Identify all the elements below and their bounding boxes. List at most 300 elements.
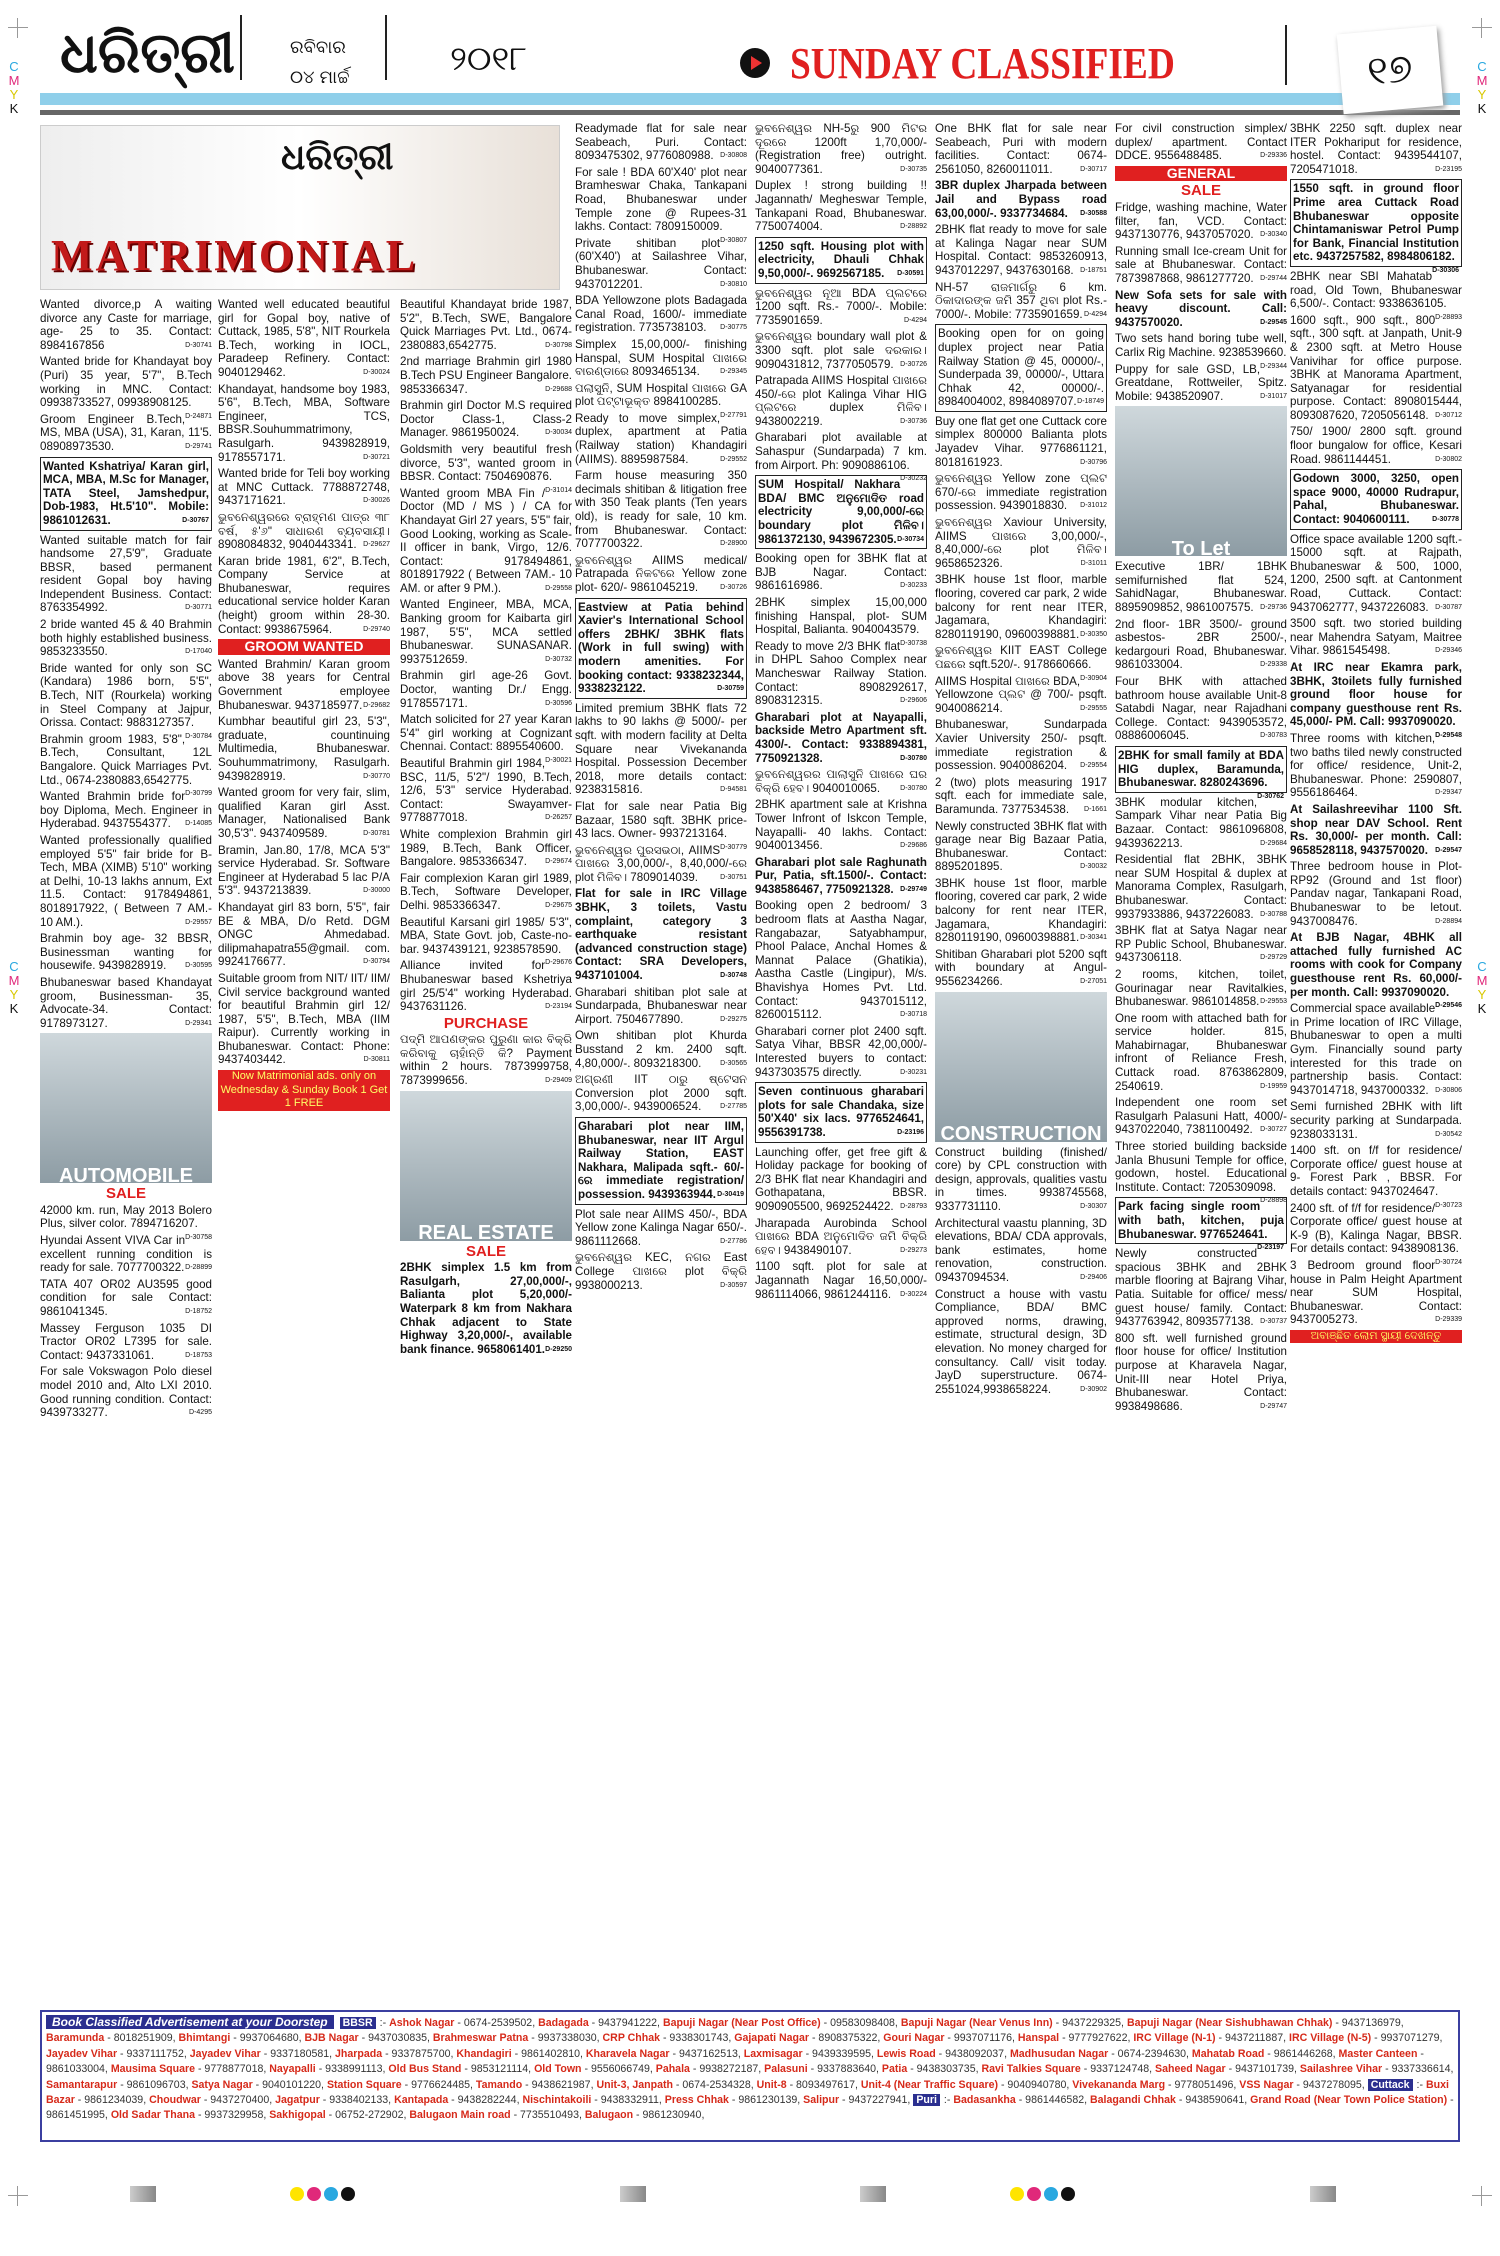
booking-place: Hanspal: [1017, 2032, 1060, 2045]
booking-phone: - 9338402133,: [319, 2094, 395, 2107]
classified-ad: [575, 598, 747, 699]
classified-ad: [755, 330, 927, 371]
gray-swatch: [1310, 2186, 1336, 2202]
ad-code: D-29675: [545, 901, 572, 909]
ad-code: D-29557: [185, 918, 212, 926]
ad-text: PURCHASE: [443, 1014, 529, 1032]
booking-phone: - 9937071279,: [1371, 2032, 1443, 2045]
registration-mark: [1472, 18, 1492, 38]
ad-text: Bramin, Jan.80, 17/8, MCA 5'3" service Hyderabad. Sr. Software Engineer at Hyderabad 5 lac P/A 5'3". 9437213839.: [218, 843, 390, 898]
ad-text: 2 rooms, kitchen, toilet, Gourinagar near Ravitalkies, Bhubaneswar. 9861014858.: [1115, 967, 1287, 1009]
ad-code: D-29344: [1260, 362, 1287, 370]
construction-image: CONSTRUCTION: [935, 992, 1107, 1142]
booking-place: Madhusudan Nagar: [1009, 2047, 1109, 2060]
ad-code: D-30735: [900, 165, 927, 173]
ad-text: SALE: [465, 1242, 506, 1260]
ad-code: D-29341: [185, 1019, 212, 1027]
ad-text: Wanted Brahmin/ Karan groom above 38 years for Central Government employee Bhubaneswar. 9437185977.: [218, 657, 390, 712]
ad-text: Booking open 2 bedroom/ 3 bedroom flats at Aastha Nagar, Rangabazar, Satyabhampur, Phool Palace, Anchal Homes & Mannat Palace (Ghatikia), Aastha Castle (Lingipur), M/s. Bhavishya Homes Pvt. Ltd. Contact: 9437015112, 8260015112.: [755, 899, 927, 1022]
classified-ad: [935, 877, 1107, 945]
classified-ad: [935, 472, 1107, 513]
ad-text: Independent one room set Rasulgarh Palasuni Hatt, 4000/- 9437022040, 7381100492.: [1115, 1096, 1287, 1137]
booking-place: Jayadev Vihar: [46, 2047, 118, 2060]
ad-code: D-18752: [185, 1308, 212, 1316]
ad-code: D-29406: [1080, 1273, 1107, 1281]
ad-text: Residential flat 2BHK, 3BHK near SUM Hospital & duplex at Manorama Complex, Rasulgarh, Bhubaneswar. Contact: 9937933886, 9437226083.: [1115, 853, 1287, 921]
ad-code: D-29546: [1435, 1002, 1462, 1010]
section-heading: [40, 1187, 212, 1201]
ad-text: ଭୁବନେଶ୍ୱର KEC, ନଗର East College ପାଖରେ plot ବିକ୍ରି 9938000213.: [575, 1251, 747, 1292]
booking-phone: - 9861230139,: [728, 2094, 804, 2107]
classified-ad: [218, 511, 390, 552]
booking-place: Laxmisagar: [743, 2047, 803, 2060]
ad-text: 2400 sft. of f/f for residence/ Corporate office/ guest house at K-9 (B), Kalinga Nagar, BBSR. For details contact: 9438908136.: [1290, 1201, 1462, 1256]
classified-column: [575, 122, 747, 1295]
ad-code: D-23195: [1435, 165, 1462, 173]
ad-text: Khandayat girl 83 born, 5'5", fair BE & MBA, D/o Retd. DGM ONGC Ahmedabad. dilipmahapatra55@gmail. com. 9924176677.: [218, 900, 390, 969]
classified-ad: [218, 715, 390, 783]
ad-code: D-30718: [900, 1011, 927, 1019]
classified-ad: [40, 1365, 212, 1419]
ad-code: D-30737: [1260, 1318, 1287, 1326]
ad-code: D-30788: [1260, 910, 1287, 918]
ad-text: Gharabari shitiban plot sale at Sundarpada, Bhubaneswar near Airport. 7504677890.: [575, 985, 747, 1026]
booking-place: Ravi Talkies Square: [981, 2063, 1081, 2076]
ad-text: ଭୁବନେଶ୍ୱର boundary wall plot & 3300 sqft. plot sale ଦରକାର। 9090431812, 7377050579.: [755, 330, 927, 371]
ad-code: D-24871: [185, 412, 212, 420]
ad-code: D-29740: [363, 625, 390, 633]
booking-place: Vivekananda Marg: [1072, 2078, 1166, 2091]
ad-text: Wanted bride for Khandayat boy (Puri) 35 year, 5'7", B.Tech working in MNC. Contact: 09938733527, 09938908125.: [40, 355, 212, 410]
booking-phone: - 9337124748,: [1080, 2063, 1156, 2076]
ad-text: Seven continuous gharabari plots for sale Chandaka, size 50'X40' six lacs. 9776524641, 9556391738.: [758, 1085, 924, 1139]
ad-text: Brahmin boy age- 32 BBSR, Businessman wanting for housewife. 9439828919.: [40, 932, 212, 973]
ad-code: D-30024: [363, 368, 390, 376]
ad-text: Fridge, washing machine, Water filter, fan, VCD. Contact: 9437130776, 9437057020.: [1115, 200, 1287, 242]
classified-ad: [40, 355, 212, 420]
ad-code: D-30736: [900, 417, 927, 425]
classified-ad: [755, 1217, 927, 1258]
classified-ad: [575, 1029, 747, 1070]
ad-text: SUM Hospital/ Nakhara BDA/ BMC ଅନୁମୋଦିତ road electricity 9,00,000/-ରେ boundary plot ମିଳିବ। 9861372130, 9439672305.: [758, 478, 924, 546]
booking-place: Salipur: [803, 2094, 840, 2107]
ad-text: ଭୁବନେଶ୍ୱର ନୂଆ BDA ପ୍ଲଟରେ 1200 sqft. Rs.- 7000/-. Mobile: 7735901659.: [755, 286, 927, 327]
classified-ad: [575, 1073, 747, 1114]
booking-phone: - 0674-2539502,: [454, 2017, 539, 2029]
classified-ad: [755, 552, 927, 593]
classified-ad: [1115, 1332, 1287, 1414]
newspaper-logo: ଧରିତ୍ରୀ: [60, 20, 235, 86]
ad-text: 3BHK house 1st floor, marble flooring, covered car park, 2 wide balcony for rent near ITER, Jagamara, Khandagiri: 8280119190, 09600398881.: [935, 573, 1107, 641]
ad-text: At Sailashreevihar 1100 Sft. shop near DAV School. Rent Rs. 30,000/- per month. Call: 9658528118, 9437570020.: [1290, 802, 1462, 857]
booking-phone: - 9040940780,: [998, 2078, 1073, 2091]
ad-code: D-29547: [1435, 846, 1462, 854]
ad-code: D-18753: [185, 1351, 212, 1359]
classified-ad: [755, 711, 927, 765]
classified-ad: [575, 122, 747, 163]
ad-text: 3BHK flat at Satya Nagar near RP Public School, Bhubaneswar. 9437306118.: [1115, 924, 1287, 965]
booking-phone: - 9861402810,: [511, 2047, 586, 2060]
ad-text: Bride wanted for only son SC (Kandara) 1986 born, 5'5", B.Tech, NIT (Rourkela) working in Steel Company at Jajpur, Orissa. Contact: 9883127357.: [40, 661, 212, 730]
ad-code: D-30778: [1432, 516, 1459, 524]
classified-ad: [218, 555, 390, 637]
ad-code: D-30748: [720, 972, 747, 980]
booking-place: VSS Nagar: [1239, 2078, 1294, 2091]
ad-code: D-30726: [900, 360, 927, 368]
ad-text: For civil construction simplex/ duplex/ apartment. Contact DDCE. 9556488485.: [1115, 122, 1287, 163]
section-heading: [400, 1242, 572, 1260]
ad-code: D-29688: [545, 385, 572, 393]
ad-code: D-30732: [545, 655, 572, 663]
booking-place: Badasankha: [953, 2094, 1016, 2107]
classified-ad: [935, 223, 1107, 277]
ad-code: D-1661: [1084, 805, 1107, 813]
city-label: Puri: [913, 2094, 940, 2106]
ad-text: Puppy for sale GSD, LB, Greatdane, Rottweiler, Spitz. Mobile: 9438520907.: [1115, 362, 1287, 403]
ad-text: Commercial space available in Prime location of IRC Village, Bhubaneswar to open a multi Gym. Financially sound party interested for this trade on partnership basis. Contact: 9437014718, 9437000332.: [1290, 1002, 1462, 1097]
classified-ad: [755, 287, 927, 328]
ad-code: D-29558: [545, 584, 572, 592]
ad-code: D-23197: [1257, 1244, 1284, 1252]
ad-text: Eastview at Patia behind Xavier's International School offers 2BHK/ 3BHK flats (Work in full swing) with modern amenities. For booking contact: 9338232344, 9338232122.: [578, 600, 744, 696]
ad-text: NH-57 ରାଜମାର୍ଗରୁ 6 km. ଠିକାଦାରଙ୍କ ଜମି 357 ଥିବା plot Rs.- 7000/-. Mobile: 7735901659.: [935, 280, 1107, 321]
classified-ad: [400, 1261, 572, 1356]
ad-code: D-30596: [545, 699, 572, 707]
ad-text: For sale ! BDA 60'X40' plot near Bramheswar Chaka, Tankapani Road, Bhubaneswar under Temple zone @ Rupees-31 lakhs. Contact: 7809150009.: [575, 165, 747, 234]
ad-code: D-31014: [545, 486, 572, 494]
ad-text: Wanted Engineer, MBA, MCA, Banking groom for Kaibarta girl 1987, 5'5", MCA settled Bhubaneswar. SUNASANAR. 9937512659.: [400, 598, 572, 666]
ad-code: D-30726: [720, 584, 747, 591]
ad-code: D-29555: [1080, 704, 1107, 712]
ad-text: At IRC near Ekamra park, 3BHK, 3toilets fully furnished ground floor house for company guesthouse rent Rs. 45,000/- PM. Call: 9937090020.: [1290, 660, 1462, 729]
ad-code: D-30775: [720, 324, 747, 332]
booking-phone: - 9861096703,: [117, 2078, 192, 2091]
booking-centres-footer: Book Classified Advertisement at your Doorstep BBSR :- Ashok Nagar - 0674-2539502, Badagada - 9437941222, Bapuji Nagar (Near Post Office) - 09583098408, Bapuji Nagar (Near Venus Inn) - 9437229325, Bapuji Nagar (Near Sishubhawan Chhak) - 9437136979, Baramunda - 8018251909, Bhimtangi - 9937064680, BJB Nagar - 9437030835, Brahmeswar Patna - 9937338030, CRP Chhak - 9338301743, Gajapati Nagar - 8908375322, Gouri Nagar - 9937071176, Hanspal - 9777927622, IRC Village (N-1) - 9437211887, IRC Village (N-5) - 9937071279, Jayadev Vihar - 9337111752, Jayadev Vihar - 9337180581, Jharpada - 9337875700, Khandagiri - 9861402810, Kharavela Nagar - 9437162513, Laxmisagar - 9439339595, Lewis Road - 9438092037, Madhusudan Nagar - 0674-2394630, Mahatab Road - 9861446268, Master Canteen - 9861033004, Mausima Square - 9778877018, Nayapalli - 9338991113, Old Bus Stand - 9853121114, Old Town - 9556066749, Pahala - 9938272187, Palasuni - 9337883640, Patia - 9438303735, Ravi Talkies Square - 9337124748, Saheed Nagar - 9437101739, Sailashree Vihar - 9337336614, Samantarapur - 9861096703, Satya Nagar - 9040101220, Station Square - 9776624485, Tamando - 9438621987, Unit-3, Janpath - 0674-2534328, Unit-8 - 8093497617, Unit-4 (Near Traffic Square) - 9040940780, Vivekananda Marg - 9778051496, VSS Nagar - 9437278095, Cuttack :- Buxi Bazar - 9861234039, Choudwar - 9437270400, Jagatpur - 9338402133, Kantapada - 9438282244, Nischintakoili - 9438332911, Press Chhak - 9861230139, Salipur - 9437227941, Puri :- Badasankha - 9861446582, Balagandi Chhak - 9438590641, Grand Road (Near Town Police Station) - 9861451995, Old Sadar Thana - 9937329958, Sakhigopal - 06752-272902, Balugaon Main road - 7735510493, Balugaon - 9861230940,: [40, 2010, 1460, 2142]
classified-ad: [935, 281, 1107, 322]
booking-place: IRC Village (N-1): [1133, 2032, 1216, 2045]
classified-ad: [40, 534, 212, 616]
booking-place: Lewis Road: [876, 2047, 936, 2060]
classified-column: [755, 122, 927, 1304]
ad-text: 2BHK apartment sale at Krishna Tower Infront of Iskcon Temple, Nayapalli- 40 lakhs. Contact: 9040013456.: [755, 798, 927, 853]
booking-phone: - 9437270400,: [200, 2094, 276, 2107]
ad-text: Wanted suitable match for fair handsome 27,5'9", Graduate BBSR, based permanent resident Gopal boy having Independent Business. Contact: 8763354992.: [40, 533, 212, 615]
booking-phone: - 7735510493,: [510, 2109, 585, 2122]
booking-place: Unit-3, Janpath: [596, 2078, 673, 2091]
ad-text: Office space available 1200 sqft.- 15000 sqft. at Rajpath, Bhubaneswar & 500, 1000, 1200, 2500 sqft. at Cantonment Road, Cuttack. Contact: 9437062777, 9437226083.: [1290, 532, 1462, 614]
ad-text: Bhubaneswar, Sundarpada Xavier University 250/- psqft. immediate registration & possession. 9040086204.: [935, 718, 1107, 773]
classified-ad: [1115, 1140, 1287, 1205]
booking-place: Pahala: [655, 2063, 690, 2076]
ad-text: 42000 km. run, May 2013 Bolero Plus, silver color. 7894716207.: [40, 1203, 212, 1231]
classified-ad: [218, 901, 390, 969]
gray-swatch: [130, 2186, 156, 2202]
classified-ad: [400, 298, 572, 352]
classified-ad: [1115, 560, 1287, 614]
ad-text: Wanted divorce,p A waiting divorce any Caste for marriage, age- 25 to 35. Contact: 8984167856: [40, 298, 212, 352]
classified-ad: [1115, 245, 1287, 286]
registration-mark: [8, 2186, 28, 2206]
classified-ad: [1115, 122, 1287, 163]
section-heading: [400, 1014, 572, 1032]
booking-phone: - 06752-272902,: [325, 2109, 410, 2122]
booking-place: Mahatab Road: [1191, 2047, 1265, 2060]
ad-text: Three bedroom house in Plot- RP92 (Ground and 1st floor) Pandav nagar, Tankapani Road, Bhubaneswar to be letout. 9437008476.: [1290, 860, 1462, 928]
footer-title: Book Classified Advertisement at your Doorstep: [46, 2015, 334, 2029]
classified-ad: [935, 820, 1107, 874]
booking-phone: - 9556066749,: [581, 2063, 656, 2076]
classified-ad: [935, 179, 1107, 220]
ad-text: Gharabari plot sale Raghunath Pur, Patia, sft.1500/-. Contact: 9438586467, 7750921328.: [755, 855, 927, 896]
booking-place: Nayapalli: [269, 2063, 316, 2076]
classified-ad: [218, 1070, 390, 1111]
ad-code: D-30783: [1260, 732, 1287, 740]
ad-text: Semi furnished 2BHK with lift security parking at Sundarpada. 9238033131.: [1290, 1100, 1462, 1141]
ad-code: D-30021: [545, 757, 572, 764]
classified-ad: [400, 713, 572, 764]
classified-ad: [575, 986, 747, 1027]
classified-ad: [575, 799, 747, 851]
ad-text: Brahmin groom 1983, 5'8", B.Tech, Consultant, 12L Bangalore. Quick Marriages Pvt. Ltd., 0674-2380883,6542775.: [40, 732, 212, 787]
ad-code: D-28793: [900, 1202, 927, 1210]
classified-ad: [575, 1117, 747, 1205]
classified-ad: [1115, 332, 1287, 370]
ad-text: Wanted professionally qualified employed 5'5" fair bride for B-Tech, MBA (XIMB) 5'10" working at Delhi, 10-13 lakhs annum, Ext 11.5. Contact: 9178494861, 8018917922, ( Between 7 AM.- 10 AM.).: [40, 833, 212, 929]
ad-text: Gharabari plot at Nayapalli, backside Metro Apartment sft. 4300/-. Contact: 9338894381, 7750921328.: [755, 710, 927, 765]
ad-text: Wanted Kshatriya/ Karan girl, MCA, MBA, M.Sc for Manager, TATA Steel, Jamshedpur, Dob-1983, Ht.5'10". Mobile: 9861012631.: [43, 459, 209, 527]
ad-code: D-4294: [904, 316, 927, 324]
classified-ad: [40, 1278, 212, 1319]
ad-code: D-4295: [189, 1409, 212, 1417]
classified-ad: [755, 1025, 927, 1079]
ad-code: D-27791: [720, 411, 747, 419]
ad-code: D-29741: [185, 442, 212, 450]
classified-column: [1290, 122, 1462, 1346]
ad-text: ଭୁବନେଶ୍ୱର KIIT EAST College ପଛରେ sqft.520/-. 9178660666.: [935, 644, 1107, 671]
ad-code: D-30724: [1435, 1258, 1462, 1266]
classified-ad: [1290, 469, 1462, 529]
ad-code: D-30034: [545, 429, 572, 437]
booking-phone: - 9778877018,: [195, 2063, 270, 2076]
ad-code: D-30758: [185, 1234, 212, 1242]
booking-place: Master Canteen: [1338, 2047, 1418, 2060]
booking-phone: - 9853121114,: [461, 2063, 535, 2076]
classified-ad: [935, 644, 1107, 682]
classified-ad: [575, 338, 747, 379]
classified-ad: [1290, 179, 1462, 274]
classified-ad: [1290, 533, 1462, 615]
ad-text: 3 Bedroom ground floor house in Palm Height Apartment near SUM Hospital, Bhubaneswar. Contact: 9437005273.: [1290, 1258, 1462, 1327]
booking-phone: - 9337875700,: [382, 2047, 457, 2060]
booking-place: Station Square: [326, 2078, 402, 2091]
booking-place: BJB Nagar: [304, 2032, 359, 2045]
ad-text: SALE: [1180, 182, 1221, 200]
booking-place: Balugaon: [584, 2109, 634, 2122]
ad-code: D-30712: [1435, 411, 1462, 419]
ad-code: D-29545: [1260, 318, 1287, 326]
booking-place: Jagatpur: [275, 2094, 320, 2107]
ad-code: D-29346: [1435, 647, 1462, 655]
classified-ad: [575, 294, 747, 335]
color-bar: [290, 2187, 355, 2201]
ad-text: Alliance invited for Bhubaneswar based Kshetriya girl 25/5'4" working Hyderabad. 9437631126.: [400, 959, 572, 1014]
ad-text: 1100 sqft. plot for sale at Jagannath Nagar 16,50,000/- 9861114066, 9861244116.: [755, 1260, 927, 1301]
booking-phone: - 9938272187,: [689, 2063, 765, 2076]
ad-code: D-30780: [900, 784, 927, 792]
classified-ad: [935, 516, 1107, 570]
classified-ad: [1290, 1144, 1462, 1209]
classified-ad: [575, 469, 747, 551]
classified-ad: [1115, 618, 1287, 672]
ad-code: D-30233: [900, 582, 927, 590]
booking-phone: - 8908375322,: [809, 2032, 884, 2045]
ad-text: Buy one flat get one Cuttack core simplex 800000 Balianta plots Jayadev Vihar. 9776861121, 8018161923.: [935, 414, 1107, 469]
ad-text: Suitable groom from NIT/ IIT/ IIM/ Civil service background wanted for beautiful Brahmin girl 12/ 1987, 5'5", B.Tech, MBA (IIM Raipur). Currently working in Bhubaneswar. Contact: Phone: 9437403442.: [218, 971, 391, 1067]
ad-text: Fair complexion Karan girl 1989, B.Tech, Software Developer, Delhi. 9853366347.: [400, 871, 572, 912]
booking-place: Tamando: [475, 2078, 523, 2091]
ad-text: 1250 sqft. Housing plot with electricity, Dhauli Chhak 9,50,000/-. 9692567185.: [758, 239, 924, 280]
ad-code: D-30799: [185, 790, 212, 798]
ad-text: Shitiban Gharabari plot 5200 sqft with boundary at Angul-9556234266.: [935, 947, 1107, 989]
ad-code: D-30762: [1257, 792, 1284, 800]
booking-place: IRC Village (N-5): [1289, 2032, 1372, 2045]
ad-code: D-30419: [717, 1190, 744, 1198]
classified-ad: [1115, 853, 1287, 921]
ad-text: Now Matrimonial ads. only on Wednesday & Sunday Book 1 Get 1 FREE: [220, 1070, 388, 1110]
classified-ad: [755, 798, 927, 852]
ad-code: D-19959: [1260, 1082, 1287, 1090]
ad-code: D-30738: [900, 639, 927, 647]
booking-phone: - 9338301743,: [660, 2032, 735, 2045]
booking-phone: - 9937338030,: [528, 2032, 603, 2045]
booking-phone: - 9337336614,: [1382, 2063, 1454, 2076]
ad-text: Wanted Brahmin bride for boy Diploma, Mech. Engineer in Hyderabad. 9437554377.: [40, 790, 212, 831]
booking-place: Balagandi Chhak: [1089, 2094, 1176, 2107]
ad-text: Own shitiban plot Khurda Busstand 2 km. 2400 sqft. 4,80,000/-. 8093218300.: [575, 1029, 747, 1070]
classified-ad: [935, 573, 1107, 641]
ad-code: D-30904: [1080, 674, 1107, 682]
classified-ad: [1290, 860, 1462, 928]
ad-text: 2 (two) plots measuring 1917 sqft. each for immediate sale, Baramunda. 7377534538.: [935, 775, 1107, 816]
booking-place: Ashok Nagar: [389, 2017, 455, 2029]
ad-text: ଭୁବନେଶ୍ୱରର ପାଲାସୁନି ପାଖରେ ଘର ବିକ୍ରି ହେବ। 9040010065.: [755, 768, 927, 795]
booking-phone: - 9438332911,: [591, 2094, 665, 2107]
booking-place: Balugaon Main road: [409, 2109, 511, 2122]
city-label: Cuttack: [1368, 2079, 1413, 2091]
booking-place: Khandagiri: [456, 2047, 512, 2060]
play-bullet-icon: [740, 48, 770, 78]
ad-text: 2nd marriage Brahmin girl 1980 B.Tech PSU Engineer Bangalore. 9853366347.: [400, 355, 572, 396]
ad-text: Brahmin girl age-26 Govt. Doctor, wanting Dr./ Engg. 9178557171.: [400, 669, 572, 710]
ad-code: D-30808: [720, 152, 747, 160]
ad-text: 1600 sqft., 900 sqft., 800 sqft., 300 sqft. at Janpath, Unit-9 & 2300 sqft. at Metro House Vanivihar for office purpose. 3BHK at Manorama Apartment, Satyanagar for residential purpose. Contact: 8908015444, 8093087620, 7205056148.: [1290, 313, 1462, 422]
booking-place: Unit-8: [756, 2078, 787, 2091]
ad-text: ଅଗ୍ରଣୀ IIT ଠାରୁ ଷ୍ଟେସନ Conversion plot 2000 sqft. 3,00,000/-. 9439006524.: [575, 1073, 747, 1114]
ad-code: D-30759: [717, 685, 744, 693]
classified-ad: [1115, 924, 1287, 965]
ad-code: D-28900: [720, 540, 747, 548]
ad-code: D-29345: [720, 368, 747, 376]
automobile-image: AUTOMOBILE: [40, 1033, 212, 1183]
ad-code: D-30806: [1435, 1086, 1462, 1094]
classified-ad: [40, 618, 212, 659]
booking-phone: - 9438282244,: [448, 2094, 523, 2107]
classified-ad: [400, 1033, 572, 1087]
ad-text: Readymade flat for sale near Seabeach, Puri. Contact: 8093475302, 9776080988.: [575, 122, 747, 163]
ad-text: Executive 1BR/ 1BHK semifurnished flat 524, SahidNagar, Bhubaneswar. 8895909852, 9861007575.: [1115, 560, 1287, 615]
classified-ad: [40, 834, 212, 929]
ad-text: Wanted groom MBA Fin / Doctor (MD / MS ) / CA for Khandayat Girl 27 years, 5'5" fair, Good Looking, working as Scale-II officer in bank, Virgo, 12/6. Contact: 9178494861, 8018917922 ( Between 7AM.- 10 AM. or after 9 PM.).: [400, 486, 572, 595]
classified-ad: [575, 1251, 747, 1292]
booking-phone: - 9437162513,: [669, 2047, 744, 2060]
classified-ad: [755, 475, 927, 549]
gray-swatch: [860, 2186, 886, 2202]
classified-ad: [575, 554, 747, 595]
ad-text: Gharabari plot available at Sahaspur (Sundarpada) 7 km. from Airport. Ph: 9090886106.: [755, 431, 927, 472]
booking-place: Choudwar: [149, 2094, 201, 2107]
ad-code: D-29552: [720, 455, 747, 463]
classified-ad: [40, 932, 212, 973]
classified-ad: [1115, 796, 1287, 850]
booking-phone: - 9777927622,: [1059, 2032, 1134, 2045]
ad-code: D-28898: [1260, 1197, 1287, 1205]
ad-code: D-31017: [1260, 392, 1287, 400]
ad-text: Jharapada Aurobinda School ପାଖରେ BDA ଅନୁମୋଦିତ ଜମି ବିକ୍ରି ହେବ। 9438490107.: [755, 1216, 927, 1257]
ad-text: Private shitiban plot (60'X40') at Sailashree Vihar, Bhubaneswar. Contact: 9437012201.: [575, 236, 747, 291]
ad-code: D-29729: [1260, 954, 1287, 962]
divider: [240, 15, 242, 80]
ad-text: Hyundai Assent VIVA Car in excellent running condition is ready for sale. 7077700322.: [40, 1234, 212, 1275]
classified-ad: [935, 415, 1107, 469]
ad-code: D-30727: [1260, 1126, 1287, 1134]
ad-text: SALE: [105, 1185, 146, 1203]
booking-phone: - 9438303735,: [907, 2063, 982, 2076]
ad-code: D-30751: [720, 873, 747, 881]
ad-code: D-29554: [1080, 762, 1107, 770]
booking-place: Brahmeswar Patna: [432, 2032, 529, 2045]
classified-ad: [400, 915, 572, 967]
classified-column: [400, 298, 572, 1359]
ad-text: Kumbhar beautiful girl 23, 5'3", graduate, countinuing Multimedia, Bhubaneswar. Souhummatrimony, Rasulgarh. 9439828919.: [218, 715, 390, 783]
classified-ad: [755, 237, 927, 284]
ad-code: D-30780: [900, 754, 927, 762]
ad-text: 2nd floor- 1BR 3500/- ground asbestos- 2BR 2500/-, kedargouri Road, Bhubaneswar. 9861033004.: [1115, 617, 1287, 672]
ad-text: Three rooms with kitchen, two baths tiled newly constructed for office/ residence, Unit-2, Bhubaneswar. Phone: 2590807, 9556186464.: [1290, 731, 1462, 800]
classified-ad: [1115, 289, 1287, 330]
booking-place: Sakhigopal: [269, 2109, 326, 2122]
ad-text: Beautiful Brahmin girl 1984, BSC, 11/5, 5'2"/ 1990, B.Tech, 12/6, 5'3" service Hyderabad. Contact: Swayamver- 9778877018.: [400, 757, 572, 825]
classified-ad: [755, 374, 927, 428]
booking-phone: - 9437030835,: [358, 2032, 433, 2045]
classified-ad: [218, 972, 390, 1067]
ad-code: D-27786: [720, 1237, 747, 1245]
ad-code: D-31012: [1080, 502, 1107, 510]
booking-phone: - 9861230940,: [633, 2109, 705, 2122]
booking-phone: - 9040101220,: [252, 2078, 327, 2091]
ad-text: 3BR duplex Jharpada between Jail and Bypass road 63,00,000/-. 9337734684.: [935, 179, 1107, 220]
booking-phone: - 9439339595,: [802, 2047, 877, 2060]
booking-place: Baramunda: [46, 2032, 105, 2045]
classified-ad: [1290, 314, 1462, 423]
ad-code: D-30779: [720, 843, 747, 851]
ad-code: D-30717: [1080, 165, 1107, 173]
classified-column: [40, 298, 212, 1423]
ad-code: D-30784: [185, 732, 212, 740]
ad-code: D-30811: [363, 1056, 390, 1064]
booking-phone: - 9438092037,: [935, 2047, 1010, 2060]
booking-place: Sailashree Vihar: [1299, 2063, 1383, 2076]
classified-ad: [1115, 1096, 1287, 1137]
